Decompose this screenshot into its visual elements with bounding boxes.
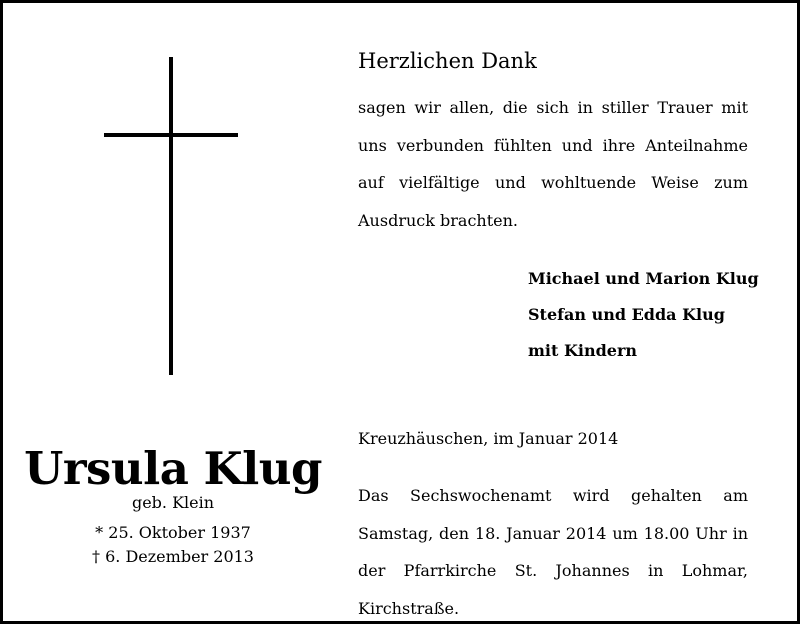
signers-list	[528, 261, 759, 369]
cross-vertical-bar	[169, 57, 173, 375]
thanks-text: sagen wir allen, die sich in stiller Trauer mit uns verbunden fühlten und ihre Anteilnahme auf vielfältige und wohltuende Weise zum Ausdruck brachten.	[358, 98, 748, 230]
signer-line: mit Kindern	[528, 341, 638, 360]
birth-date: * 25. Oktober 1937	[95, 523, 251, 542]
death-date: † 6. Dezember 2013	[92, 547, 254, 566]
cross-horizontal-bar	[104, 133, 238, 137]
thanks-heading: Herzlichen Dank	[358, 49, 537, 73]
place-and-date: Kreuzhäuschen, im Januar 2014	[358, 429, 619, 448]
maiden-name: geb. Klein	[131, 493, 215, 512]
deceased-name: Ursula Klug	[24, 442, 322, 495]
signer-line: Stefan und Edda Klug	[528, 305, 725, 324]
mass-notice: Das Sechswochenamt wird gehalten am Samstag, den 18. Januar 2014 um 18.00 Uhr in der Pfarrkirche St. Johannes in Lohmar, Kirchstraße.	[358, 486, 748, 618]
signer-line: Michael und Marion Klug	[528, 269, 759, 288]
life-dates	[3, 521, 343, 569]
